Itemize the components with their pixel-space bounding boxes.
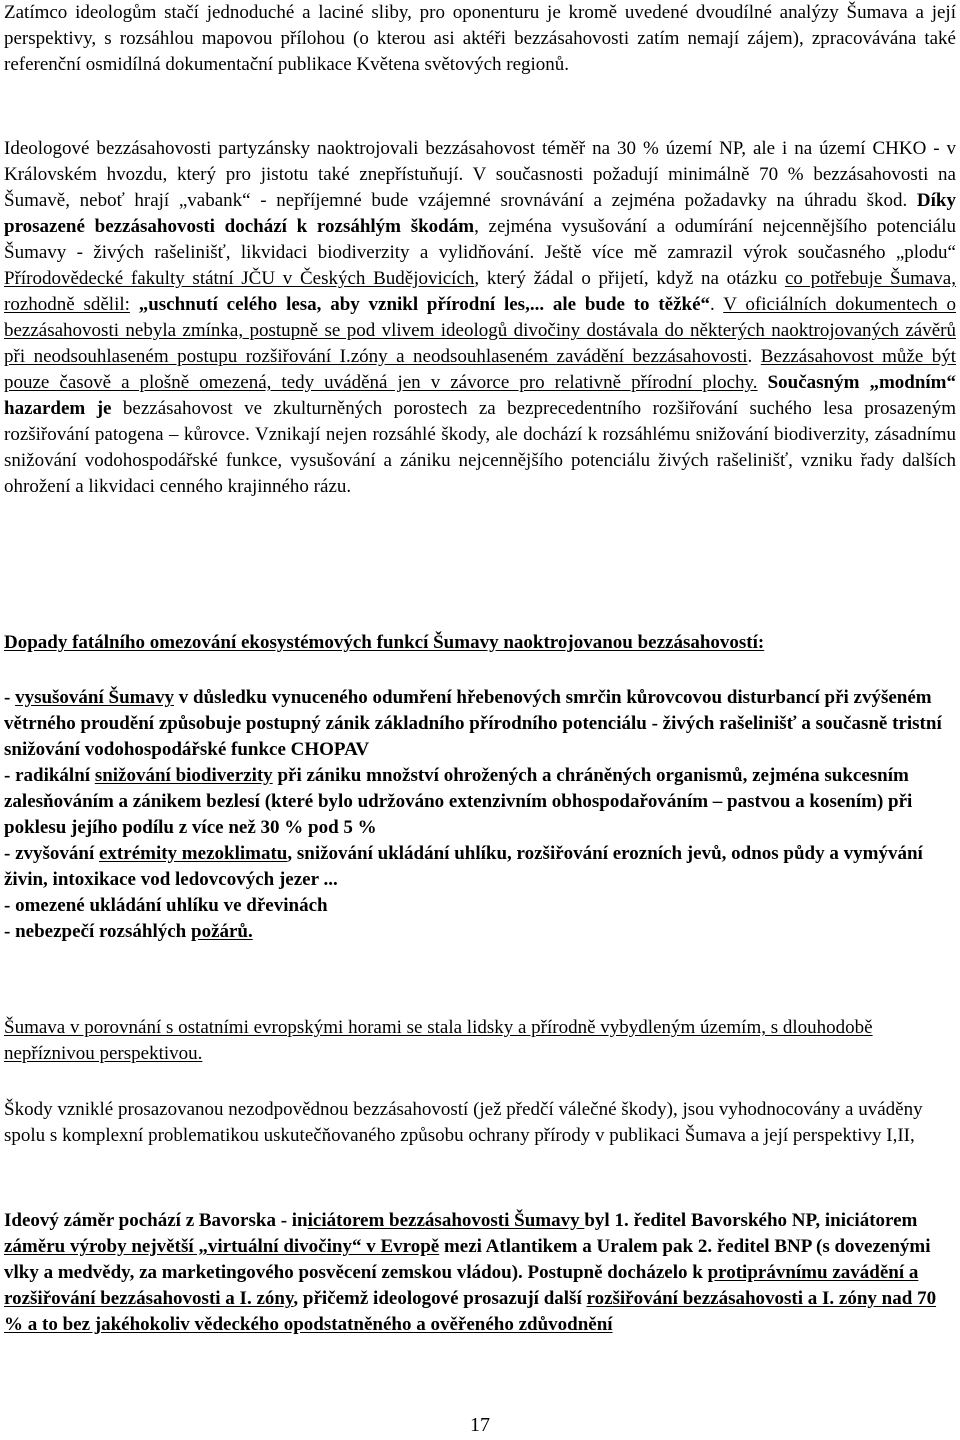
underlined-span: protiprávnímu zavádění a rozšiřování bezzásahovosti a I. zóny (4, 1262, 919, 1309)
bullet-prefix: - nebezpečí rozsáhlých (4, 921, 191, 942)
text-span: . (747, 346, 761, 367)
underlined-span: co potřebuje Šumava, rozhodně sdělil: (4, 268, 956, 315)
underlined-span: extrémity mezoklimatu (99, 843, 288, 864)
underlined-span: Přírodovědecké fakulty státní JČU v Českých Budějovicích (4, 268, 475, 289)
damages-paragraph: Škody vzniklé prosazovanou nezodpovědnou bezzásahovostí (jež předčí válečné škody), jsou vyhodnocovány a uváděny spolu s komplexní problematikou uskutečňovaného způsobu ochrany přírody v publikaci Šumava a její perspektivy I,II, (4, 1099, 923, 1146)
text-span: Ideový záměr pochází z Bavorska - in (4, 1210, 308, 1231)
ideology-paragraph (4, 136, 956, 500)
text-span (758, 372, 768, 393)
text-span: mezi Atlantikem a Uralem pak 2. ředitel BNP (s dovezenými vlky a medvědy, za marketingového posvěcení zemskou vládou). Postupně docházelo k (4, 1236, 931, 1283)
perspective-paragraph: Šumava v porovnání s ostatními evropskými horami se stala lidsky a přírodně vybydleným územím, s dlouhodobě nepříznivou perspektivou. (4, 1017, 873, 1064)
underlined-span: iciátorem bezzásahovosti Šumavy (307, 1210, 585, 1231)
list-item: - omezené ukládání uhlíku ve dřevinách (4, 895, 328, 916)
page-number: 17 (470, 1414, 490, 1436)
bullet-prefix: - zvyšování (4, 843, 99, 864)
text-span: bezzásahovost ve zkulturněných porostech za bezprecedentního rozšiřování suchého lesa prosazeným rozšiřování patogena – kůrovce. Vznikají nejen rozsáhlé škody, ale dochází k rozsáhlému snižování biodiverzity, zásadnímu snižování vodohospodářské funkce, vysušování a zániku nejcennějšího potenciálu živých rašelinišť, vzniku řady dalších ohrožení a likvidaci cenného krajinného rázu. (4, 398, 956, 497)
bold-span: Současným „modním“ hazardem je (4, 372, 957, 419)
text-span: Ideologové bezzásahovosti partyzánsky naoktrojovali bezzásahovost téměř na 30 % území NP, ale i na území CHKO - v Královském hvozdu, který pro jistotu také znepřístuňují. V současnosti požadují minimálně 70 % bezzásahovosti na Šumavě, neboť hrají „vabank“ - nepříjemné bude vzájemné srovnávání a zejména požadavky na úhradu škod. (4, 138, 956, 211)
list-item (4, 841, 956, 893)
underlined-span: Bezzásahovost může být pouze časově a plošně omezená, tedy uváděná jen v závorce pro relativně přírodní plochy. (4, 346, 957, 393)
list-item (4, 685, 956, 763)
text-span: , zejména vysušování a odumírání nejcennějšího potenciálu Šumavy - živých rašelinišť, likvidaci biodiverzity a vylidňování. Ještě více mě zamrazil výrok současného „plodu“ (4, 216, 956, 263)
text-span: , přičemž ideologové prosazují další (293, 1288, 587, 1309)
bullet-text: v důsledku vynuceného odumření hřebenových smrčin kůrovcovou disturbancí při zvýšeném větrného proudění způsobuje postupný zánik základního přírodního potenciálu - živých rašelinišť a současně tristní snižování vodohospodářské funkce CHOPAV (4, 687, 942, 760)
text-span: . (710, 294, 724, 315)
text-span (130, 294, 139, 315)
text-span: byl 1. ředitel Bavorského NP, iniciátorem (584, 1210, 918, 1231)
bullet-prefix: - radikální (4, 765, 95, 786)
origin-paragraph (4, 1208, 956, 1338)
underlined-span: požárů. (191, 921, 253, 942)
impacts-heading: Dopady fatálního omezování ekosystémových funkcí Šumavy naoktrojovanou bezzásahovostí: (4, 632, 765, 653)
bold-span: Díky prosazené bezzásahovosti dochází k rozsáhlým škodám (4, 190, 956, 237)
impacts-list (4, 685, 956, 945)
intro-paragraph: Zatímco ideologům stačí jednoduché a laciné sliby, pro oponenturu je kromě uvedené dvoudílné analýzy Šumava a její perspektivy, s rozsáhlou mapovou přílohou (o kterou asi aktéři bezzásahovosti zatím nemají zájem), zpracovávána také referenční osmidílná dokumentační publikace Květena světových regionů. (4, 2, 956, 75)
bold-quote: „uschnutí celého lesa, aby vznikl přírodní les,... ale bude to těžké“ (138, 294, 711, 315)
underlined-span: V oficiálních dokumentech o bezzásahovosti nebyla zmínka, postupně se pod vlivem ideologů divočiny dostávala do některých naoktrojovaných závěrů při neodsouhlaseném postupu rozšiřování I.zóny a neodsouhlaseném zavádění bezzásahovosti (4, 294, 957, 367)
underlined-span: záměru výroby největší „virtuální divočiny“ v Evropě (4, 1236, 440, 1257)
underlined-span: snižování biodiverzity (94, 765, 273, 786)
bullet-text: , snižování ukládání uhlíku, rozšiřování erozních jevů, odnos půdy a vymývání živin, intoxikace vod ledovcových jezer ... (4, 843, 923, 890)
list-item (4, 919, 956, 945)
text-span: , který žádal o přijetí, když na otázku (474, 268, 785, 289)
underlined-span: vysušování Šumavy (15, 687, 174, 708)
bullet-prefix: - (4, 687, 16, 708)
underlined-span: rozšiřování bezzásahovosti a I. zóny nad 70 % a to bez jakéhokoliv vědeckého opodstatněného a ověřeného zdůvodnění (4, 1288, 937, 1335)
bullet-text: při zániku množství ohrožených a chráněných organismů, zejména sukcesním zalesňováním a zánikem bezlesí (které bylo udržováno extenzivním obhospodařováním – pastvou a kosením) při poklesu jejího podílu z více než 30 % pod 5 % (4, 765, 913, 838)
list-item (4, 763, 956, 841)
